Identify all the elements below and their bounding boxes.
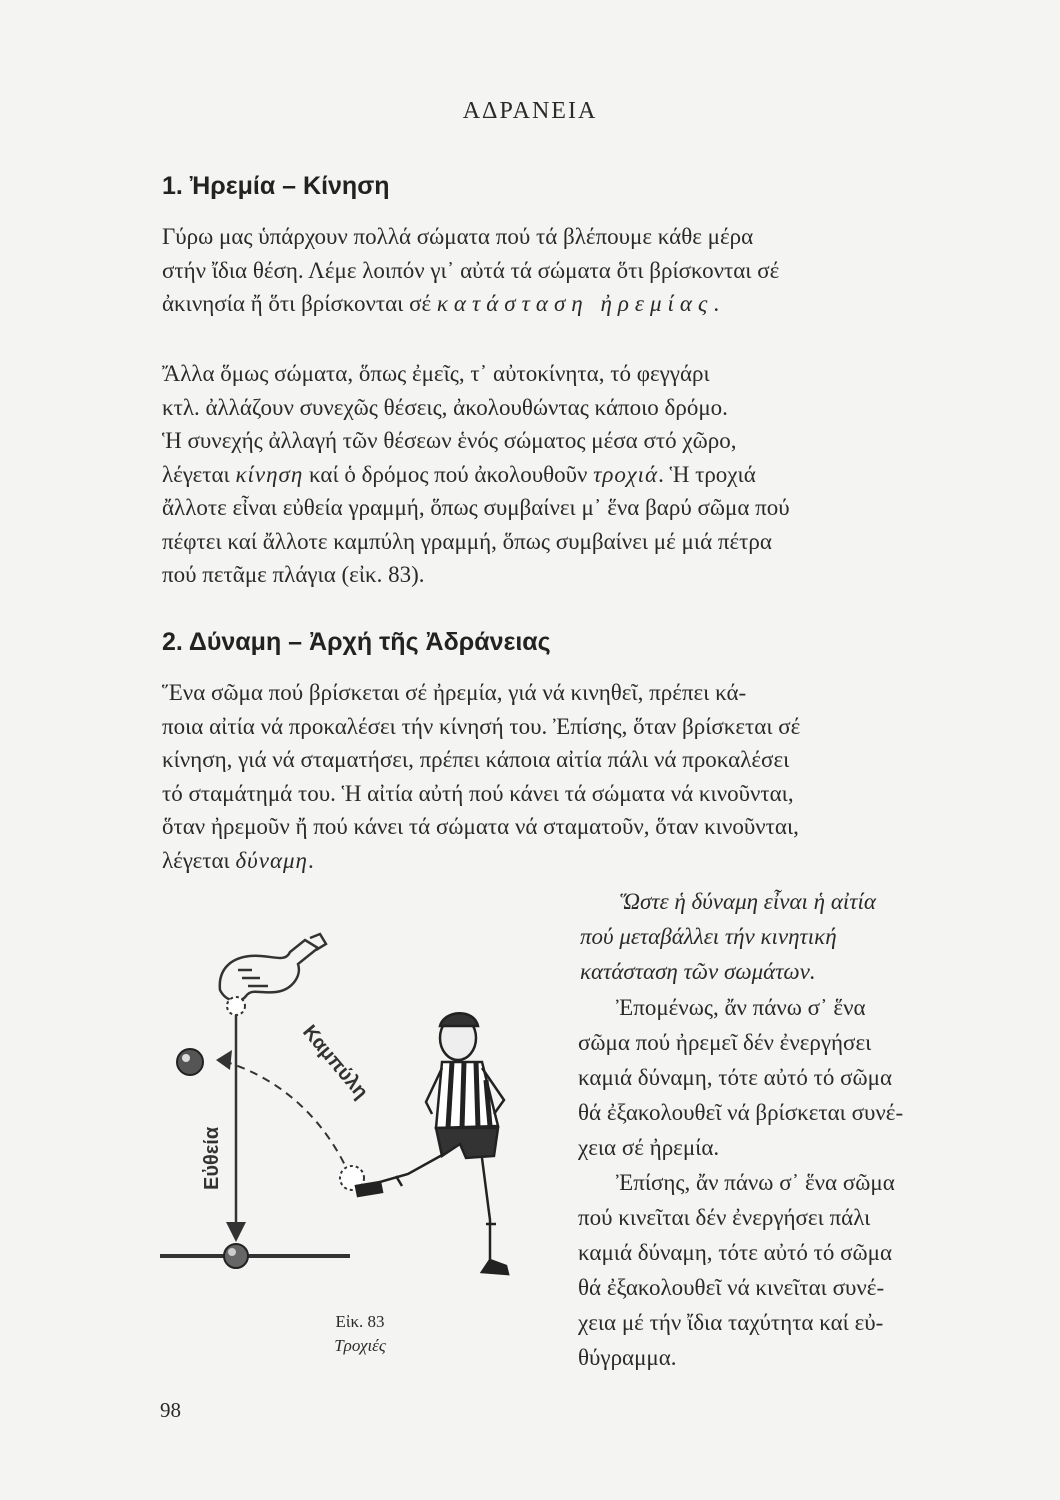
text-line: κτλ. ἀλλάζουν συνεχῶς θέσεις, ἀκολουθώντας κάποιο δρόμο. [162,394,728,420]
ball-on-ground-icon [224,1244,248,1268]
inertia-text [578,990,1003,1375]
text-line: κατάσταση τῶν σωμάτων. [580,959,816,984]
text-line: πού πετᾶμε πλάγια (εἰκ. 83). [162,562,425,587]
text-line: καμιά δύναμη, τότε αὐτό τό σῶμα [578,1240,893,1265]
text-fragment: λέγεται [162,461,230,487]
ball-in-air-icon [177,1049,203,1075]
page-number: 98 [160,1398,181,1422]
text-fragment: ἀκινησία ἤ ὅτι βρίσκονται σέ [162,291,432,316]
text-fragment: καί ὁ δρόμος πού ἀκολουθοῦν [309,461,588,487]
text-line: Ἐπίσης, ἄν πάνω σ᾽ ἕνα σῶμα [616,1170,895,1195]
text-line: θύγραμμα. [578,1345,677,1370]
curved-trajectory-line [220,1060,350,1176]
text-line: Γύρω μας ὑπάρχουν πολλά σώματα πού τά βλέπουμε κάθε μέρα [162,224,754,249]
figure-title: Τροχιές [334,1336,386,1355]
text-fragment: λέγεται [162,847,230,873]
force-definition [580,884,1005,989]
text-line: στήν ἴδια θέση. Λέμε λοιπόν γι᾽ αὐτά τά σώματα ὅτι βρίσκονται σέ [162,257,780,283]
term-state-of-rest: κατάσταση ἠρεμίας [436,291,714,316]
text-fragment: . [713,291,720,316]
text-line: Ἐπομένως, ἄν πάνω σ᾽ ἕνα [616,995,866,1020]
term-motion: κίνηση [235,461,304,487]
chapter-title: ΑΔΡΑΝΕΙΑ [462,98,598,124]
text-line: Ἄλλα ὅμως σώματα, ὅπως ἐμεῖς, τ᾽ αὐτοκίνητα, τό φεγγάρι [162,361,710,386]
text-line: πού μεταβάλλει τήν κινητική [580,924,837,949]
section-1-paragraph-2 [162,357,1002,592]
section-1-heading: 1. Ἠρεμία – Κίνηση [162,172,390,200]
text-line: χεια μέ τήν ἴδια ταχύτητα καί εὐ- [578,1310,884,1335]
text-line: ὅταν ἠρεμοῦν ἤ πού κάνει τά σώματα νά σταματοῦν, ὅταν κινοῦνται, [162,814,799,839]
text-line: τό σταμάτημά του. Ἡ αἰτία αὐτή πού κάνει τά σώματα νά κινοῦνται, [162,780,794,806]
text-line: πέφτει καί ἄλλοτε καμπύλη γραμμή, ὅπως συμβαίνει μέ μιά πέτρα [162,528,772,554]
section-1-paragraph-1 [162,220,1002,321]
text-line: Ἡ συνεχής ἀλλαγή τῶν θέσεων ἑνός σώματος μέσα στό χῶρο, [162,428,737,453]
curve-label: Καμπύλη [298,1021,373,1104]
text-fragment: . [307,847,314,873]
text-line: Ἕνα σῶμα πού βρίσκεται σέ ἠρεμία, γιά νά κινηθεῖ, πρέπει κά- [162,680,747,705]
section-2-paragraph-1 [162,676,1002,877]
text-line: χεια σέ ἠρεμία. [578,1135,720,1160]
text-line [162,844,1002,878]
text-line [162,287,1002,321]
figure-83-trajectories [160,930,570,1290]
text-line: κίνηση, γιά νά σταματήσει, πρέπει κάποια αἰτία πάλι νά προκαλέσει [162,747,790,772]
text-line: ποια αἰτία νά προκαλέσει τήν κίνησή του. Ἐπίσης, ὅταν βρίσκεται σέ [162,713,801,739]
ball-start-icon [227,997,245,1015]
straight-label: Εὐθεία [201,1126,223,1190]
text-fragment: . Ἡ τροχιά [658,461,756,487]
text-line: ἄλλοτε εἶναι εὐθεία γραμμή, ὅπως συμβαίνει μ᾽ ἕνα βαρύ σῶμα πού [162,495,790,520]
text-line: θά ἐξακολουθεῖ νά κινεῖται συνέ- [578,1275,885,1300]
text-line [162,458,1002,492]
text-line: Ὥστε ἡ δύναμη εἶναι ἡ αἰτία [620,889,876,914]
hand-icon [220,934,326,1001]
section-2-heading: 2. Δύναμη – Ἀρχή τῆς Ἀδράνειας [162,628,551,656]
straight-arrow-head-icon [226,1222,246,1242]
term-force: δύναμη [235,847,308,873]
text-line: σῶμα πού ἠρεμεῖ δέν ἐνεργήσει [578,1030,872,1055]
football-player-icon [356,1013,508,1274]
text-line: καμιά δύναμη, τότε αὐτό τό σῶμα [578,1065,893,1090]
figure-number: Εἰκ. 83 [335,1312,385,1331]
term-trajectory: τροχιά [593,461,659,487]
curved-arrow-head-icon [216,1050,232,1070]
text-line: πού κινεῖται δέν ἐνεργήσει πάλι [578,1205,871,1230]
figure-caption [290,1310,430,1358]
text-line: θά ἐξακολουθεῖ νά βρίσκεται συνέ- [578,1100,904,1125]
